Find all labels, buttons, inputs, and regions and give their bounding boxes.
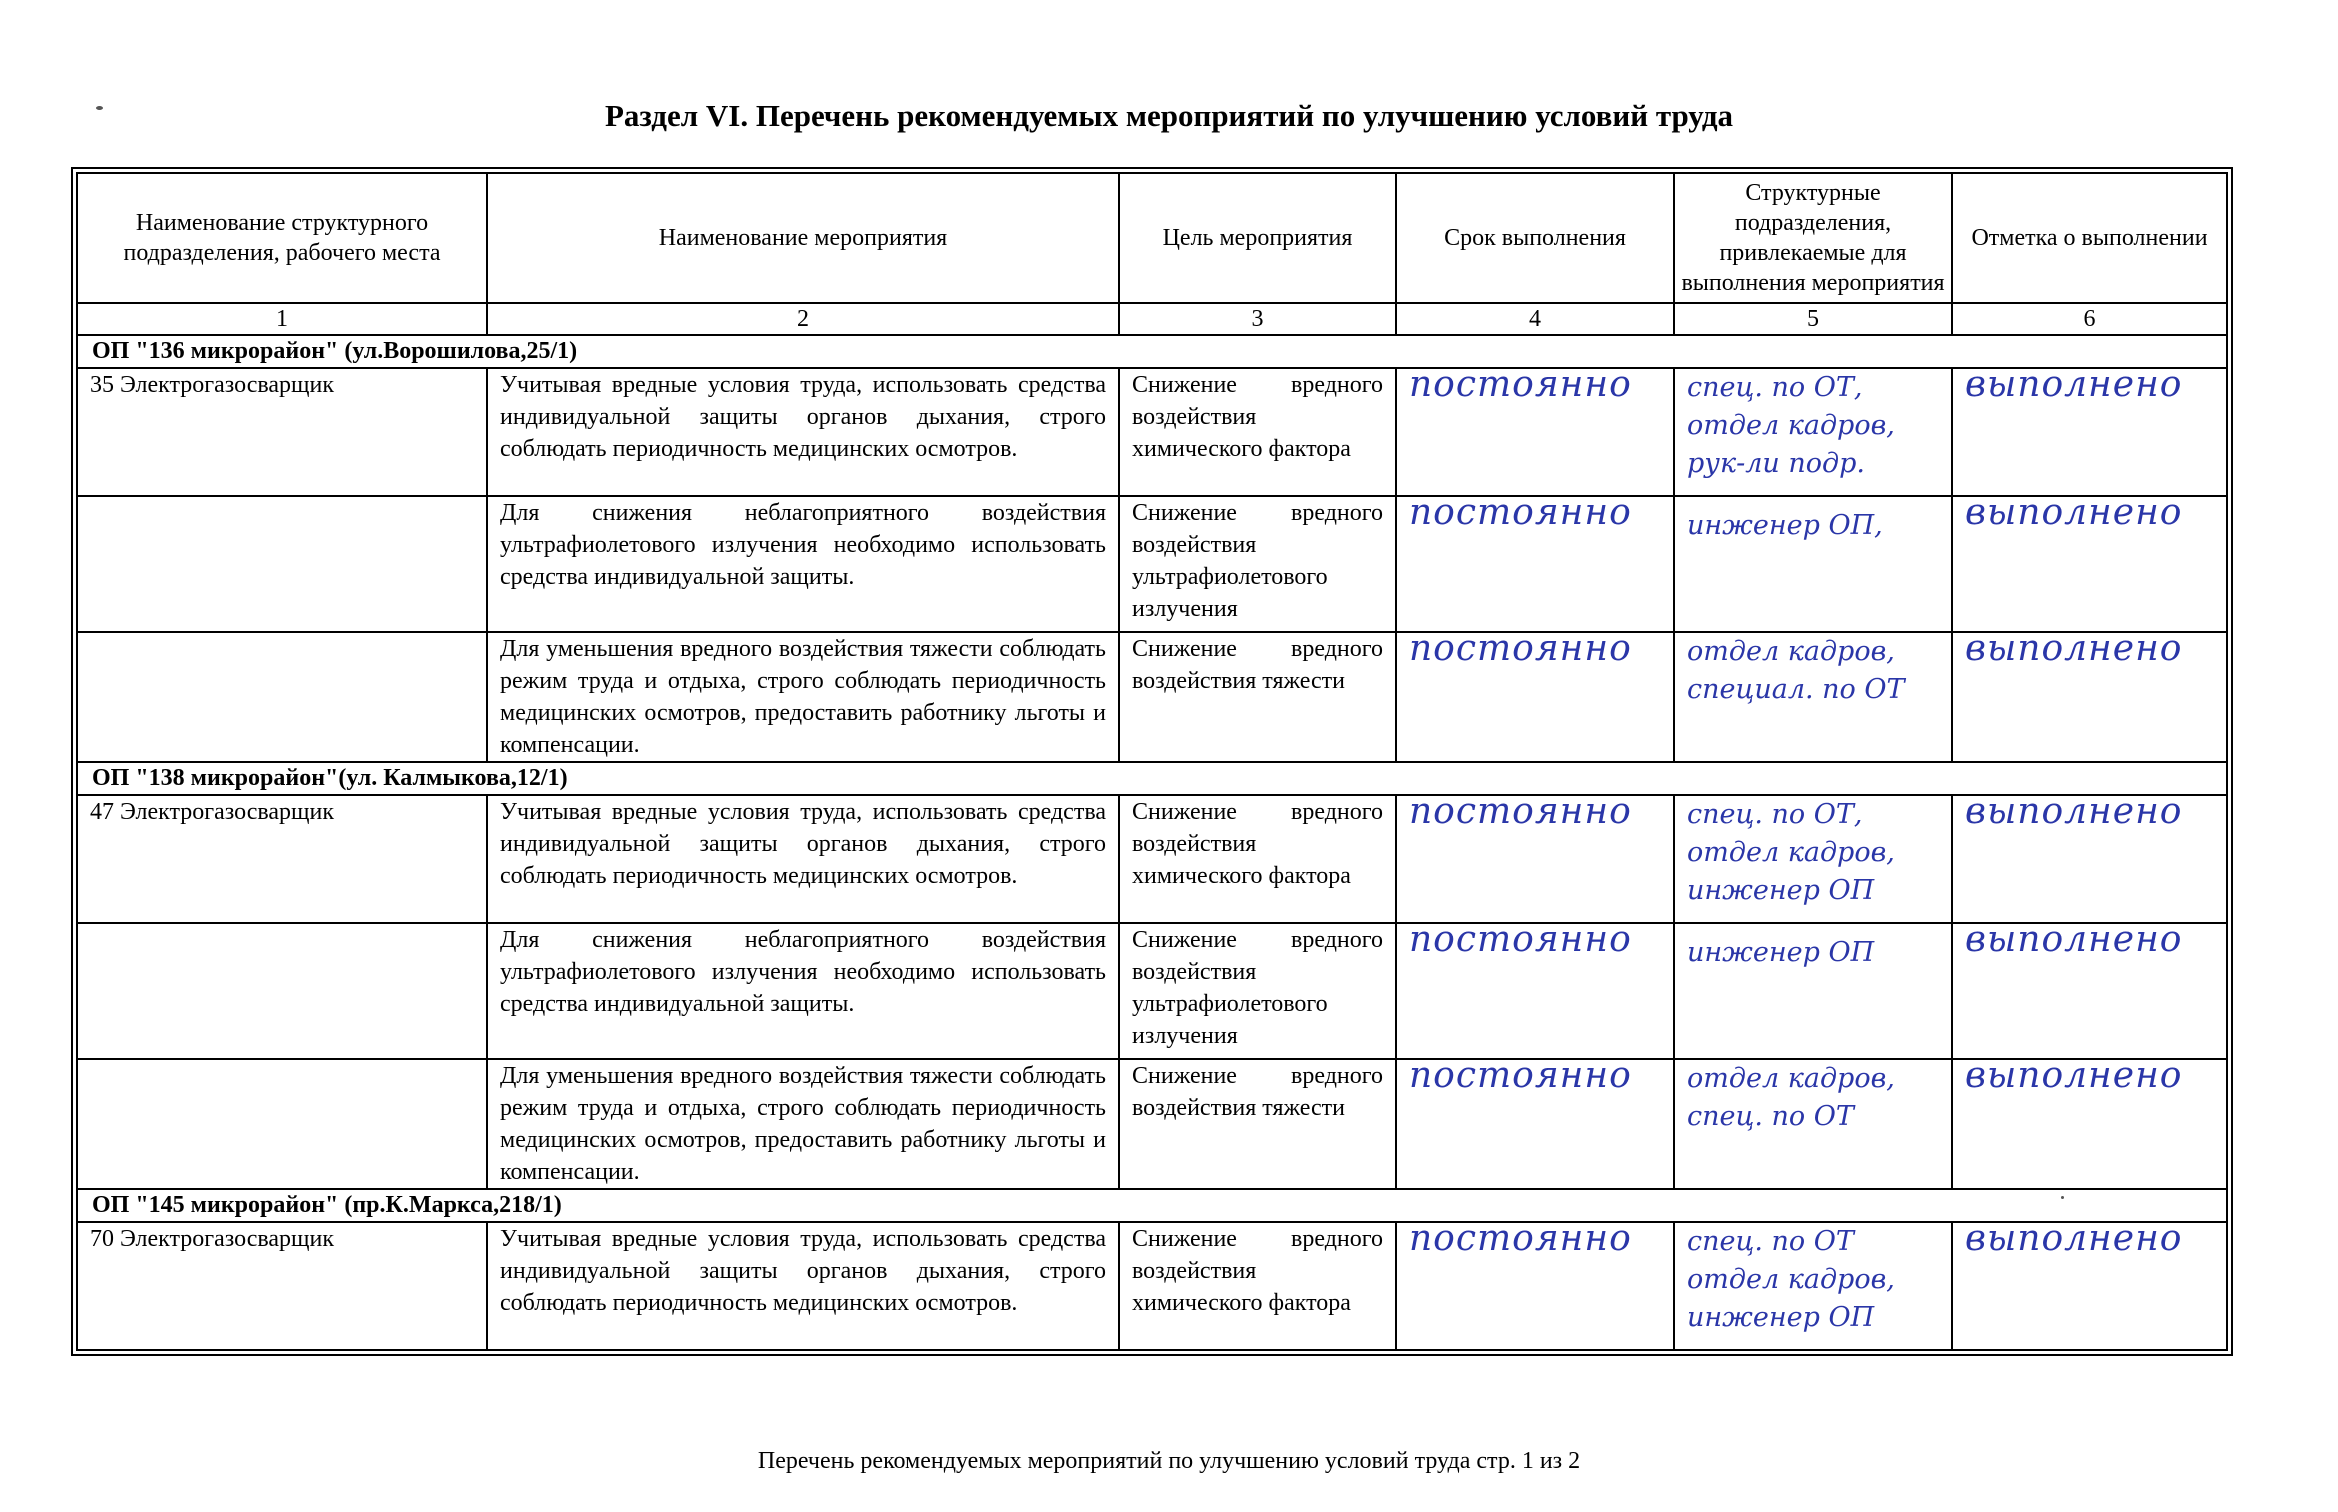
workplace-cell	[77, 923, 487, 1059]
measure-cell: Учитывая вредные условия труда, использовать средства индивидуальной защиты органов дыхания, строго соблюдать периодичность медицинских осмотров.	[487, 1222, 1119, 1350]
page-footer: Перечень рекомендуемых мероприятий по улучшению условий труда стр. 1 из 2	[757, 1448, 1581, 1474]
column-number: 2	[487, 303, 1119, 335]
goal-cell: Снижение вредного воздействия тяжести	[1119, 1059, 1396, 1189]
workplace-cell: 47 Электрогазосварщик	[77, 795, 487, 923]
status-handwritten: выполнено	[1965, 1059, 2183, 1096]
status-cell	[1952, 795, 2227, 923]
deadline-handwritten: постоянно	[1409, 795, 1632, 832]
deadline-handwritten: постоянно	[1409, 368, 1632, 405]
department-handwritten: инженер ОП	[1687, 937, 1875, 968]
column-numbers-row	[77, 303, 2227, 335]
table-row	[77, 368, 2227, 496]
goal-cell: Снижение вредного воздействия тяжести	[1119, 632, 1396, 762]
goal-cell: Снижение вредного воздействия ультрафиолетового излучения	[1119, 496, 1396, 632]
section-header-row	[77, 335, 2227, 368]
deadline-handwritten: постоянно	[1409, 923, 1632, 960]
departments-cell	[1674, 923, 1952, 1059]
table-row	[77, 496, 2227, 632]
table-row	[77, 795, 2227, 923]
deadline-handwritten: постоянно	[1409, 1059, 1632, 1096]
header-departments: Структурные подразделения, привлекаемые для выполнения мероприятия	[1674, 173, 1952, 303]
departments-cell	[1674, 632, 1952, 762]
workplace-cell	[77, 632, 487, 762]
measure-cell: Для снижения неблагоприятного воздействия ультрафиолетового излучения необходимо использовать средства индивидуальной защиты.	[487, 923, 1119, 1059]
departments-cell	[1674, 1222, 1952, 1350]
departments-cell	[1674, 368, 1952, 496]
department-handwritten: инженер ОП	[1687, 875, 1875, 906]
column-number: 4	[1396, 303, 1674, 335]
deadline-handwritten: постоянно	[1409, 1222, 1632, 1259]
departments-cell	[1674, 795, 1952, 923]
department-handwritten: отдел кадров,	[1687, 1264, 1895, 1295]
table-row	[77, 1059, 2227, 1189]
header-row	[77, 173, 2227, 303]
deadline-handwritten: постоянно	[1409, 496, 1632, 533]
goal-cell: Снижение вредного воздействия химического фактора	[1119, 368, 1396, 496]
section-title: ОП "145 микрорайон" (пр.К.Маркса,218/1)	[77, 1189, 2227, 1222]
measure-cell: Для снижения неблагоприятного воздействия ультрафиолетового излучения необходимо использовать средства индивидуальной защиты.	[487, 496, 1119, 632]
status-handwritten: выполнено	[1965, 496, 2183, 533]
department-handwritten: отдел кадров,	[1687, 1063, 1895, 1094]
scan-speck	[96, 106, 103, 110]
deadline-cell	[1396, 632, 1674, 762]
status-cell	[1952, 1222, 2227, 1350]
department-handwritten: инженер ОП	[1687, 1302, 1875, 1333]
table-row	[77, 923, 2227, 1059]
department-handwritten: рук-ли подр.	[1687, 448, 1865, 479]
column-number: 3	[1119, 303, 1396, 335]
measure-cell: Для уменьшения вредного воздействия тяжести соблюдать режим труда и отдыха, строго соблюдать периодичность медицинских осмотров, предоставить работнику льготы и компенсации.	[487, 1059, 1119, 1189]
section-header-row	[77, 1189, 2227, 1222]
section-title: ОП "136 микрорайон" (ул.Ворошилова,25/1)	[77, 335, 2227, 368]
status-handwritten: выполнено	[1965, 632, 2183, 669]
deadline-cell	[1396, 1059, 1674, 1189]
measures-table	[76, 172, 2228, 1351]
deadline-cell	[1396, 368, 1674, 496]
status-cell	[1952, 923, 2227, 1059]
department-handwritten: отдел кадров,	[1687, 636, 1895, 667]
department-handwritten: специал. по ОТ	[1687, 674, 1905, 705]
deadline-cell	[1396, 795, 1674, 923]
department-handwritten: отдел кадров,	[1687, 410, 1895, 441]
status-cell	[1952, 632, 2227, 762]
measure-cell: Для уменьшения вредного воздействия тяжести соблюдать режим труда и отдыха, строго соблюдать периодичность медицинских осмотров, предоставить работнику льготы и компенсации.	[487, 632, 1119, 762]
department-handwritten: инженер ОП,	[1687, 510, 1883, 541]
header-deadline: Срок выполнения	[1396, 173, 1674, 303]
goal-cell: Снижение вредного воздействия химического фактора	[1119, 795, 1396, 923]
goal-cell: Снижение вредного воздействия химического фактора	[1119, 1222, 1396, 1350]
department-handwritten: отдел кадров,	[1687, 837, 1895, 868]
department-handwritten: спец. по ОТ	[1687, 1101, 1854, 1132]
goal-cell: Снижение вредного воздействия ультрафиолетового излучения	[1119, 923, 1396, 1059]
header-workplace: Наименование структурного подразделения, рабочего места	[77, 173, 487, 303]
deadline-cell	[1396, 923, 1674, 1059]
workplace-cell	[77, 496, 487, 632]
deadline-cell	[1396, 1222, 1674, 1350]
section-header-row	[77, 762, 2227, 795]
status-cell	[1952, 496, 2227, 632]
status-handwritten: выполнено	[1965, 923, 2183, 960]
column-number: 1	[77, 303, 487, 335]
deadline-cell	[1396, 496, 1674, 632]
table-row	[77, 632, 2227, 762]
deadline-handwritten: постоянно	[1409, 632, 1632, 669]
measure-cell: Учитывая вредные условия труда, использовать средства индивидуальной защиты органов дыхания, строго соблюдать периодичность медицинских осмотров.	[487, 368, 1119, 496]
section-title: ОП "138 микрорайон"(ул. Калмыкова,12/1)	[77, 762, 2227, 795]
status-cell	[1952, 1059, 2227, 1189]
department-handwritten: спец. по ОТ,	[1687, 372, 1863, 403]
header-goal: Цель мероприятия	[1119, 173, 1396, 303]
status-cell	[1952, 368, 2227, 496]
header-status: Отметка о выполнении	[1952, 173, 2227, 303]
workplace-cell: 35 Электрогазосварщик	[77, 368, 487, 496]
department-handwritten: спец. по ОТ	[1687, 1226, 1854, 1257]
status-handwritten: выполнено	[1965, 368, 2183, 405]
document-title: Раздел VI. Перечень рекомендуемых мероприятий по улучшению условий труда	[604, 98, 1734, 133]
workplace-cell	[77, 1059, 487, 1189]
measure-cell: Учитывая вредные условия труда, использовать средства индивидуальной защиты органов дыхания, строго соблюдать периодичность медицинских осмотров.	[487, 795, 1119, 923]
column-number: 5	[1674, 303, 1952, 335]
departments-cell	[1674, 496, 1952, 632]
column-number: 6	[1952, 303, 2227, 335]
table-row	[77, 1222, 2227, 1350]
workplace-cell: 70 Электрогазосварщик	[77, 1222, 487, 1350]
status-handwritten: выполнено	[1965, 1222, 2183, 1259]
status-handwritten: выполнено	[1965, 795, 2183, 832]
departments-cell	[1674, 1059, 1952, 1189]
department-handwritten: спец. по ОТ,	[1687, 799, 1863, 830]
header-measure: Наименование мероприятия	[487, 173, 1119, 303]
